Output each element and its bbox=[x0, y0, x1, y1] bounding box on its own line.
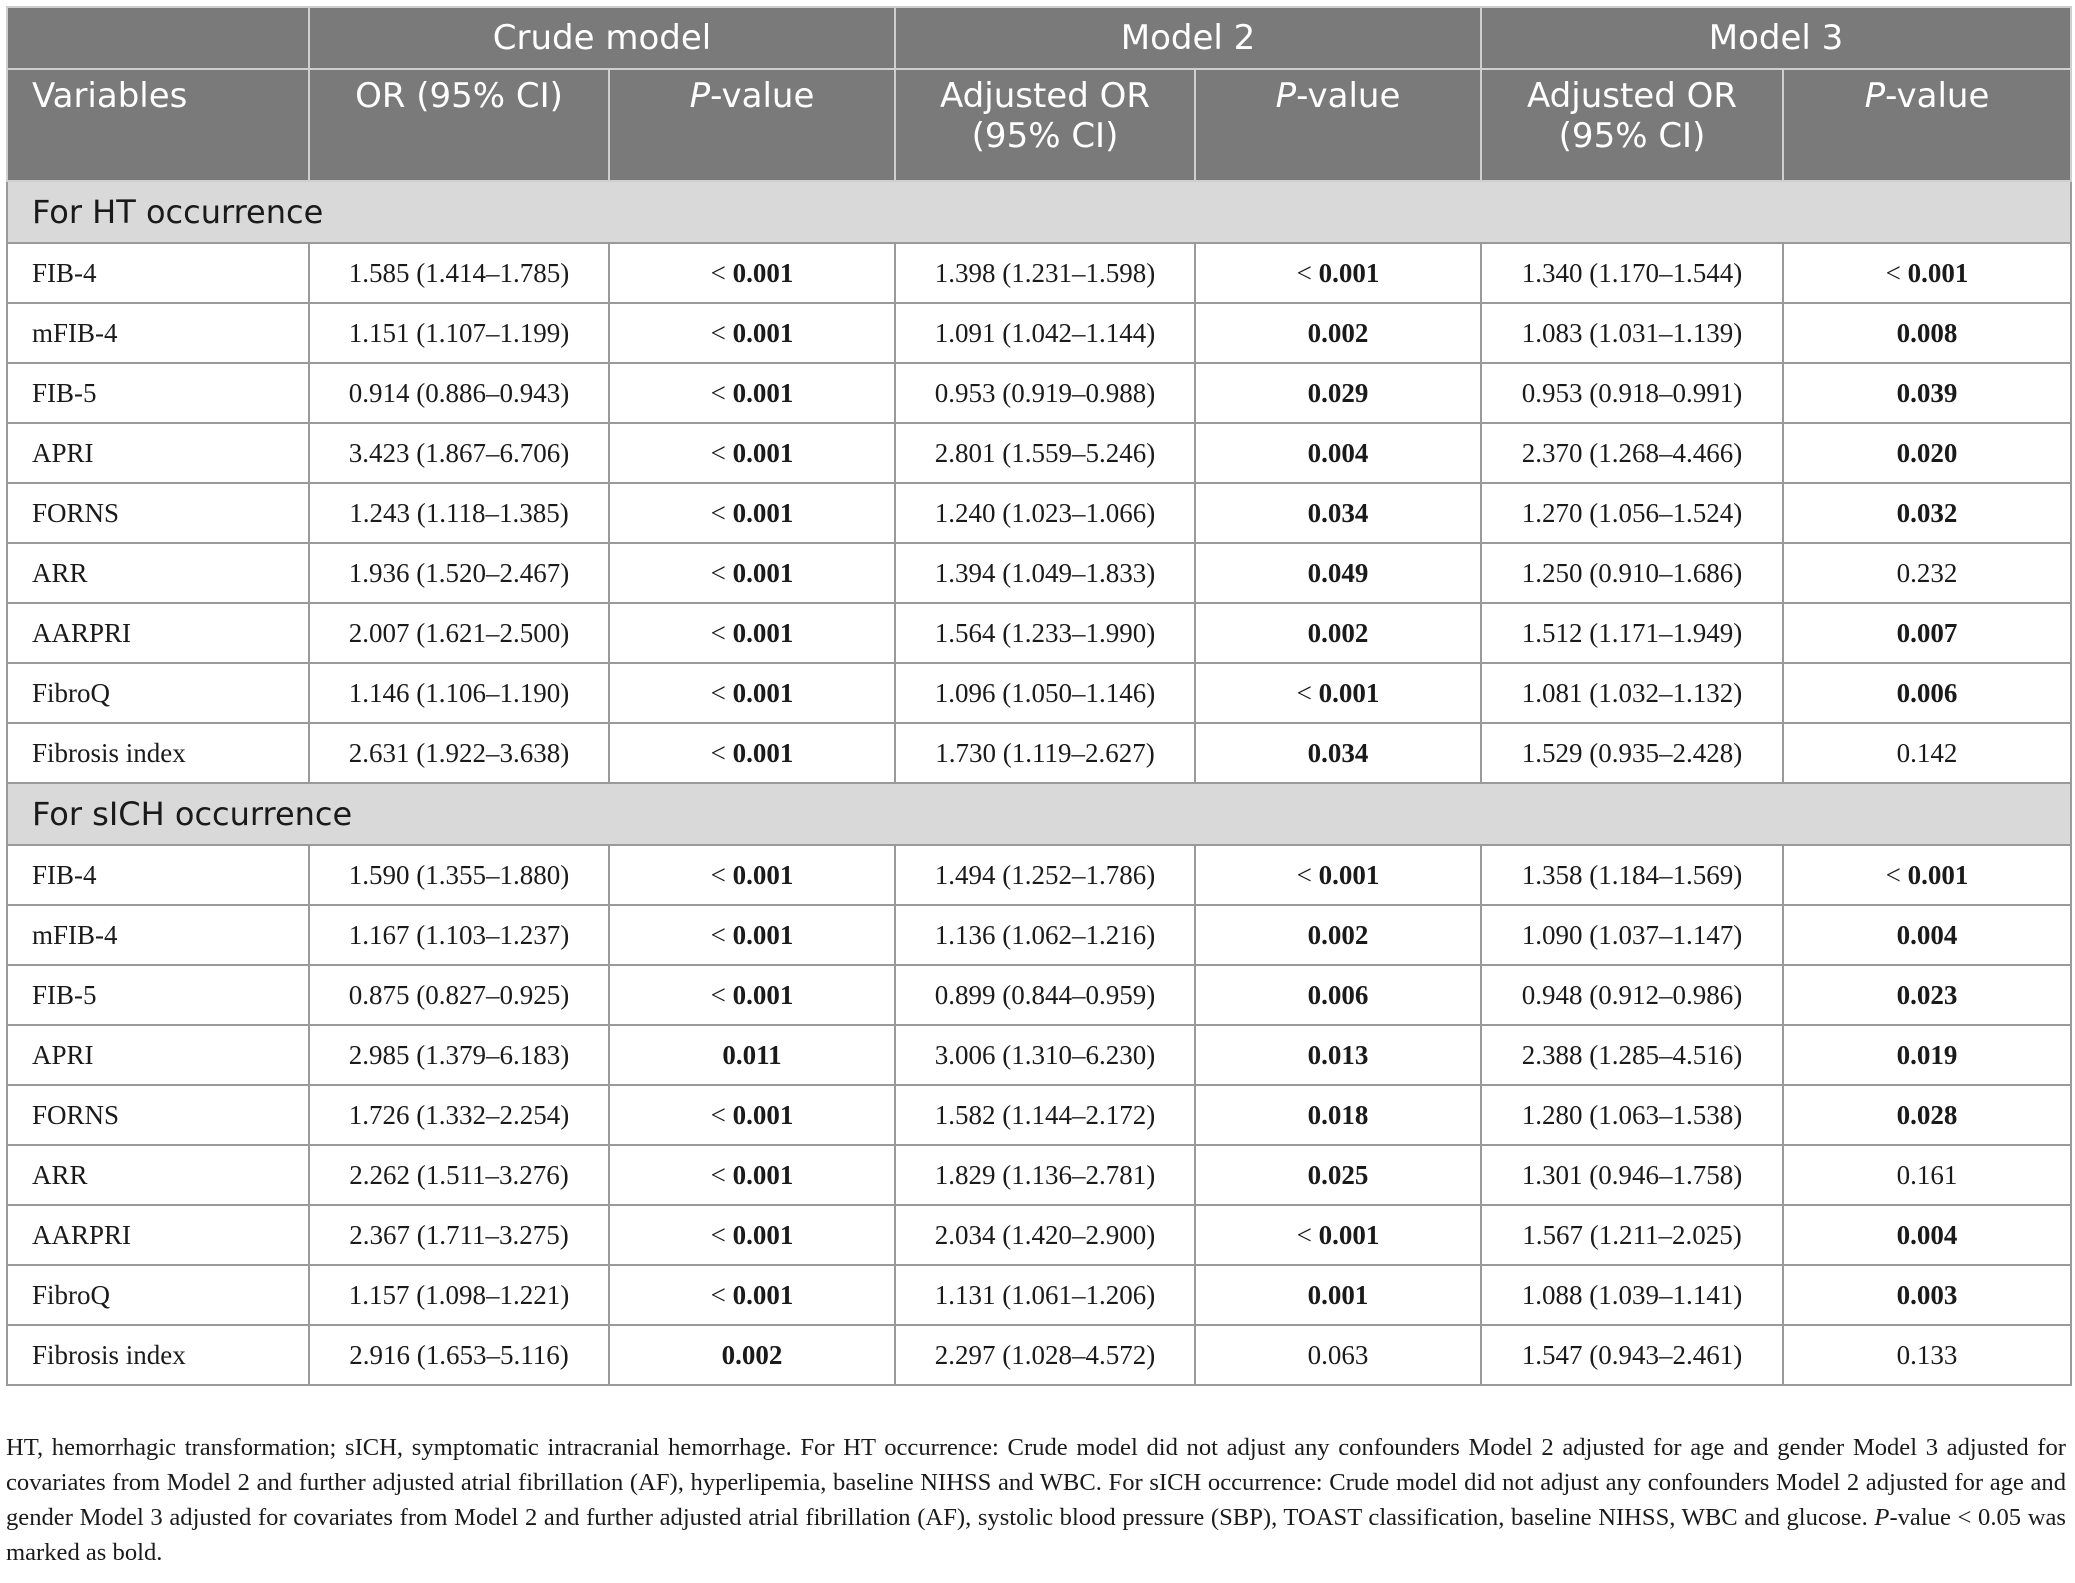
crude-p-value bbox=[609, 1145, 895, 1205]
crude-or-ci: 2.631 (1.922–3.638) bbox=[309, 723, 609, 783]
section-title: For HT occurrence bbox=[7, 181, 2071, 243]
p-value-bold: 0.020 bbox=[1896, 437, 1958, 468]
table-row bbox=[7, 1205, 2071, 1265]
p-value-bold: 0.029 bbox=[1307, 377, 1369, 408]
p-value-bold: 0.001 bbox=[1318, 1219, 1380, 1250]
model3-or-ci: 1.250 (0.910–1.686) bbox=[1481, 543, 1783, 603]
model3-or-ci: 1.280 (1.063–1.538) bbox=[1481, 1085, 1783, 1145]
crude-or-ci: 1.157 (1.098–1.221) bbox=[309, 1265, 609, 1325]
model3-p-value bbox=[1783, 483, 2071, 543]
crude-or-ci: 0.875 (0.827–0.925) bbox=[309, 965, 609, 1025]
model3-p-value bbox=[1783, 423, 2071, 483]
model3-or-ci: 1.340 (1.170–1.544) bbox=[1481, 243, 1783, 303]
crude-or-ci: 2.367 (1.711–3.275) bbox=[309, 1205, 609, 1265]
p-value-bold: 0.001 bbox=[1318, 677, 1380, 708]
p-value-bold: 0.006 bbox=[1307, 979, 1369, 1010]
model2-p-value bbox=[1195, 603, 1481, 663]
p-value-bold: 0.049 bbox=[1307, 557, 1369, 588]
less-than-sign: < bbox=[710, 377, 733, 408]
table-row bbox=[7, 363, 2071, 423]
p-value-bold: 0.001 bbox=[1907, 257, 1969, 288]
model2-p-value bbox=[1195, 243, 1481, 303]
model3-or-ci: 1.090 (1.037–1.147) bbox=[1481, 905, 1783, 965]
model2-or-ci: 1.494 (1.252–1.786) bbox=[895, 845, 1195, 905]
model3-p-value bbox=[1783, 363, 2071, 423]
crude-or-ci: 1.585 (1.414–1.785) bbox=[309, 243, 609, 303]
adj-line1: Adjusted OR bbox=[940, 76, 1150, 116]
model2-or-ci: 1.564 (1.233–1.990) bbox=[895, 603, 1195, 663]
header-variables: Variables bbox=[7, 69, 309, 181]
table-row bbox=[7, 1265, 2071, 1325]
model3-or-ci: 2.370 (1.268–4.466) bbox=[1481, 423, 1783, 483]
model3-p-value bbox=[1783, 1205, 2071, 1265]
p-value-bold: 0.002 bbox=[1307, 617, 1369, 648]
adj-line2: (95% CI) bbox=[971, 116, 1119, 156]
less-than-sign: < bbox=[710, 1159, 733, 1190]
p-value-bold: 0.011 bbox=[722, 1039, 782, 1070]
less-than-sign: < bbox=[1296, 859, 1319, 890]
less-than-sign: < bbox=[710, 257, 733, 288]
p-value-bold: 0.001 bbox=[732, 437, 794, 468]
crude-or-ci: 3.423 (1.867–6.706) bbox=[309, 423, 609, 483]
model2-or-ci: 2.034 (1.420–2.900) bbox=[895, 1205, 1195, 1265]
less-than-sign: < bbox=[1296, 257, 1319, 288]
crude-or-ci: 2.007 (1.621–2.500) bbox=[309, 603, 609, 663]
model2-p-value bbox=[1195, 663, 1481, 723]
table-row bbox=[7, 663, 2071, 723]
model3-p-value bbox=[1783, 663, 2071, 723]
variable-name: AARPRI bbox=[7, 603, 309, 663]
p-value-bold: 0.001 bbox=[732, 617, 794, 648]
model3-or-ci: 1.270 (1.056–1.524) bbox=[1481, 483, 1783, 543]
p-value-bold: 0.034 bbox=[1307, 737, 1369, 768]
model3-p-value bbox=[1783, 303, 2071, 363]
less-than-sign: < bbox=[710, 1099, 733, 1130]
variable-name: APRI bbox=[7, 1025, 309, 1085]
model2-or-ci: 2.801 (1.559–5.246) bbox=[895, 423, 1195, 483]
model3-p-value bbox=[1783, 243, 2071, 303]
less-than-sign: < bbox=[710, 859, 733, 890]
variable-name: ARR bbox=[7, 543, 309, 603]
p-value-bold: 0.018 bbox=[1307, 1099, 1369, 1130]
adj-line1: Adjusted OR bbox=[1527, 76, 1737, 116]
less-than-sign: < bbox=[710, 677, 733, 708]
model3-or-ci: 1.529 (0.935–2.428) bbox=[1481, 723, 1783, 783]
p-value-bold: 0.004 bbox=[1896, 919, 1958, 950]
table-row bbox=[7, 1145, 2071, 1205]
header-crude-p-value bbox=[609, 69, 895, 181]
p-letter: P bbox=[1275, 76, 1297, 116]
p-value-bold: 0.001 bbox=[732, 257, 794, 288]
header-model-3: Model 3 bbox=[1481, 7, 2071, 69]
p-value-bold: 0.019 bbox=[1896, 1039, 1958, 1070]
model2-p-value bbox=[1195, 363, 1481, 423]
model3-p-value bbox=[1783, 603, 2071, 663]
model2-or-ci: 1.730 (1.119–2.627) bbox=[895, 723, 1195, 783]
p-value-bold: 0.001 bbox=[732, 557, 794, 588]
model3-or-ci: 0.953 (0.918–0.991) bbox=[1481, 363, 1783, 423]
table-row bbox=[7, 965, 2071, 1025]
variable-name: APRI bbox=[7, 423, 309, 483]
p-value-bold: 0.006 bbox=[1896, 677, 1958, 708]
model2-or-ci: 1.096 (1.050–1.146) bbox=[895, 663, 1195, 723]
p-value-bold: 0.001 bbox=[732, 377, 794, 408]
model2-or-ci: 1.829 (1.136–2.781) bbox=[895, 1145, 1195, 1205]
crude-or-ci: 1.590 (1.355–1.880) bbox=[309, 845, 609, 905]
model2-or-ci: 1.398 (1.231–1.598) bbox=[895, 243, 1195, 303]
model2-p-value bbox=[1195, 1025, 1481, 1085]
model3-or-ci: 1.083 (1.031–1.139) bbox=[1481, 303, 1783, 363]
crude-p-value bbox=[609, 603, 895, 663]
model2-p-value bbox=[1195, 423, 1481, 483]
model3-or-ci: 0.948 (0.912–0.986) bbox=[1481, 965, 1783, 1025]
variable-name: FIB-5 bbox=[7, 965, 309, 1025]
less-than-sign: < bbox=[710, 497, 733, 528]
table-row bbox=[7, 483, 2071, 543]
crude-p-value bbox=[609, 483, 895, 543]
header-model2-p-value bbox=[1195, 69, 1481, 181]
table-row bbox=[7, 1325, 2071, 1385]
model3-p-value: 0.133 bbox=[1783, 1325, 2071, 1385]
crude-p-value bbox=[609, 423, 895, 483]
model3-or-ci: 1.547 (0.943–2.461) bbox=[1481, 1325, 1783, 1385]
p-value-bold: 0.007 bbox=[1896, 617, 1958, 648]
section-header-row bbox=[7, 783, 2071, 845]
model2-or-ci: 1.131 (1.061–1.206) bbox=[895, 1265, 1195, 1325]
model2-p-value bbox=[1195, 1145, 1481, 1205]
p-value-bold: 0.001 bbox=[732, 919, 794, 950]
model2-or-ci: 1.091 (1.042–1.144) bbox=[895, 303, 1195, 363]
table-row bbox=[7, 905, 2071, 965]
header-row-columns bbox=[7, 69, 2071, 181]
section-header-row bbox=[7, 181, 2071, 243]
table-row bbox=[7, 543, 2071, 603]
crude-p-value bbox=[609, 1325, 895, 1385]
p-value-bold: 0.004 bbox=[1896, 1219, 1958, 1250]
crude-or-ci: 1.936 (1.520–2.467) bbox=[309, 543, 609, 603]
header-row-models bbox=[7, 7, 2071, 69]
p-value-bold: 0.001 bbox=[732, 1159, 794, 1190]
model2-or-ci: 0.899 (0.844–0.959) bbox=[895, 965, 1195, 1025]
p-value-bold: 0.002 bbox=[721, 1339, 783, 1370]
model3-or-ci: 1.358 (1.184–1.569) bbox=[1481, 845, 1783, 905]
table-row bbox=[7, 243, 2071, 303]
p-value-bold: 0.039 bbox=[1896, 377, 1958, 408]
less-than-sign: < bbox=[710, 737, 733, 768]
variable-name: AARPRI bbox=[7, 1205, 309, 1265]
model2-or-ci: 2.297 (1.028–4.572) bbox=[895, 1325, 1195, 1385]
model2-or-ci: 0.953 (0.919–0.988) bbox=[895, 363, 1195, 423]
less-than-sign: < bbox=[1885, 257, 1908, 288]
p-value-bold: 0.023 bbox=[1896, 979, 1958, 1010]
p-value-bold: 0.003 bbox=[1896, 1279, 1958, 1310]
model3-or-ci: 1.512 (1.171–1.949) bbox=[1481, 603, 1783, 663]
variable-name: FIB-4 bbox=[7, 845, 309, 905]
model3-p-value bbox=[1783, 1085, 2071, 1145]
results-table-container bbox=[6, 6, 2070, 1386]
p-value-bold: 0.001 bbox=[732, 1279, 794, 1310]
p-value-bold: 0.001 bbox=[1318, 257, 1380, 288]
p-value-bold: 0.002 bbox=[1307, 317, 1369, 348]
table-row bbox=[7, 723, 2071, 783]
p-value-bold: 0.001 bbox=[732, 317, 794, 348]
footnote-main: HT, hemorrhagic transformation; sICH, symptomatic intracranial hemorrhage. For HT occurrence: Crude model did not adjust any confounders Model 2 adjusted for age and gender Model 3 adjusted for covariates from Model 2 and further adjusted atrial fibrillation (AF), hyperlipemia, baseline NIHSS and WBC. For sICH occurrence: Crude model did not adjust any confounders Model 2 adjusted for age and gender Model 3 adjusted for covariates from Model 2 and further adjusted atrial fibrillation (AF), systolic blood pressure (SBP), TOAST classification, baseline NIHSS, WBC and glucose. bbox=[6, 1434, 2066, 1531]
p-letter: P bbox=[689, 76, 711, 116]
less-than-sign: < bbox=[710, 557, 733, 588]
variable-name: ARR bbox=[7, 1145, 309, 1205]
table-row bbox=[7, 603, 2071, 663]
crude-p-value bbox=[609, 723, 895, 783]
variable-name: FIB-5 bbox=[7, 363, 309, 423]
model2-or-ci: 1.240 (1.023–1.066) bbox=[895, 483, 1195, 543]
crude-p-value bbox=[609, 243, 895, 303]
p-value-bold: 0.001 bbox=[1318, 859, 1380, 890]
header-model3-adjusted-or bbox=[1481, 69, 1783, 181]
model2-or-ci: 1.394 (1.049–1.833) bbox=[895, 543, 1195, 603]
crude-or-ci: 1.243 (1.118–1.385) bbox=[309, 483, 609, 543]
variable-name: mFIB-4 bbox=[7, 303, 309, 363]
model3-p-value bbox=[1783, 1265, 2071, 1325]
crude-p-value bbox=[609, 845, 895, 905]
model3-p-value bbox=[1783, 965, 2071, 1025]
p-value-bold: 0.002 bbox=[1307, 919, 1369, 950]
header-crude-or-ci: OR (95% CI) bbox=[309, 69, 609, 181]
crude-p-value bbox=[609, 905, 895, 965]
crude-p-value bbox=[609, 663, 895, 723]
footnote-tail: -value < 0.05 was marked as bold. bbox=[6, 1504, 2066, 1566]
less-than-sign: < bbox=[710, 979, 733, 1010]
p-value-bold: 0.001 bbox=[1907, 859, 1969, 890]
p-value-bold: 0.025 bbox=[1307, 1159, 1369, 1190]
p-value-bold: 0.034 bbox=[1307, 497, 1369, 528]
crude-or-ci: 1.146 (1.106–1.190) bbox=[309, 663, 609, 723]
p-value-bold: 0.001 bbox=[732, 1099, 794, 1130]
table-row bbox=[7, 423, 2071, 483]
model3-or-ci: 2.388 (1.285–4.516) bbox=[1481, 1025, 1783, 1085]
variable-name: FibroQ bbox=[7, 663, 309, 723]
model2-p-value bbox=[1195, 483, 1481, 543]
header-model-2: Model 2 bbox=[895, 7, 1481, 69]
p-value-bold: 0.001 bbox=[732, 677, 794, 708]
crude-or-ci: 1.726 (1.332–2.254) bbox=[309, 1085, 609, 1145]
less-than-sign: < bbox=[710, 1279, 733, 1310]
crude-p-value bbox=[609, 363, 895, 423]
less-than-sign: < bbox=[710, 437, 733, 468]
table-row bbox=[7, 1025, 2071, 1085]
results-table bbox=[6, 6, 2072, 1386]
p-value-bold: 0.001 bbox=[732, 497, 794, 528]
p-value-bold: 0.001 bbox=[732, 859, 794, 890]
table-footnote bbox=[6, 1430, 2066, 1570]
model2-p-value bbox=[1195, 723, 1481, 783]
model2-p-value bbox=[1195, 303, 1481, 363]
crude-or-ci: 2.985 (1.379–6.183) bbox=[309, 1025, 609, 1085]
model3-p-value: 0.232 bbox=[1783, 543, 2071, 603]
crude-or-ci: 1.167 (1.103–1.237) bbox=[309, 905, 609, 965]
model3-p-value bbox=[1783, 1025, 2071, 1085]
model3-or-ci: 1.081 (1.032–1.132) bbox=[1481, 663, 1783, 723]
model2-p-value bbox=[1195, 1085, 1481, 1145]
model2-p-value bbox=[1195, 1205, 1481, 1265]
model3-p-value bbox=[1783, 845, 2071, 905]
p-value-bold: 0.028 bbox=[1896, 1099, 1958, 1130]
crude-p-value bbox=[609, 965, 895, 1025]
crude-or-ci: 2.262 (1.511–3.276) bbox=[309, 1145, 609, 1205]
model3-p-value: 0.142 bbox=[1783, 723, 2071, 783]
variable-name: FORNS bbox=[7, 1085, 309, 1145]
table-row bbox=[7, 1085, 2071, 1145]
less-than-sign: < bbox=[710, 617, 733, 648]
section-title: For sICH occurrence bbox=[7, 783, 2071, 845]
p-suffix: -value bbox=[1296, 76, 1401, 116]
variable-name: Fibrosis index bbox=[7, 723, 309, 783]
header-model3-p-value bbox=[1783, 69, 2071, 181]
footnote-p-letter: P bbox=[1874, 1504, 1890, 1531]
crude-p-value bbox=[609, 543, 895, 603]
model2-p-value bbox=[1195, 1265, 1481, 1325]
crude-p-value bbox=[609, 1085, 895, 1145]
model3-or-ci: 1.301 (0.946–1.758) bbox=[1481, 1145, 1783, 1205]
header-blank-cell bbox=[7, 7, 309, 69]
model2-p-value: 0.063 bbox=[1195, 1325, 1481, 1385]
p-value-bold: 0.032 bbox=[1896, 497, 1958, 528]
variable-name: Fibrosis index bbox=[7, 1325, 309, 1385]
p-value-bold: 0.001 bbox=[1307, 1279, 1369, 1310]
less-than-sign: < bbox=[710, 919, 733, 950]
model2-p-value bbox=[1195, 965, 1481, 1025]
table-row bbox=[7, 303, 2071, 363]
crude-p-value bbox=[609, 1205, 895, 1265]
model2-or-ci: 1.136 (1.062–1.216) bbox=[895, 905, 1195, 965]
variable-name: FORNS bbox=[7, 483, 309, 543]
model3-or-ci: 1.088 (1.039–1.141) bbox=[1481, 1265, 1783, 1325]
p-value-bold: 0.001 bbox=[732, 979, 794, 1010]
p-letter: P bbox=[1864, 76, 1886, 116]
model3-p-value bbox=[1783, 905, 2071, 965]
crude-p-value bbox=[609, 1265, 895, 1325]
p-value-bold: 0.004 bbox=[1307, 437, 1369, 468]
p-value-bold: 0.013 bbox=[1307, 1039, 1369, 1070]
less-than-sign: < bbox=[710, 317, 733, 348]
model3-p-value: 0.161 bbox=[1783, 1145, 2071, 1205]
crude-or-ci: 2.916 (1.653–5.116) bbox=[309, 1325, 609, 1385]
header-model2-adjusted-or bbox=[895, 69, 1195, 181]
model2-or-ci: 1.582 (1.144–2.172) bbox=[895, 1085, 1195, 1145]
table-body bbox=[7, 181, 2071, 1385]
p-suffix: -value bbox=[1885, 76, 1990, 116]
model2-p-value bbox=[1195, 845, 1481, 905]
table-row bbox=[7, 845, 2071, 905]
less-than-sign: < bbox=[1296, 677, 1319, 708]
variable-name: FIB-4 bbox=[7, 243, 309, 303]
variable-name: mFIB-4 bbox=[7, 905, 309, 965]
less-than-sign: < bbox=[1885, 859, 1908, 890]
adj-line2: (95% CI) bbox=[1558, 116, 1706, 156]
crude-p-value bbox=[609, 303, 895, 363]
variable-name: FibroQ bbox=[7, 1265, 309, 1325]
header-crude-model: Crude model bbox=[309, 7, 895, 69]
p-value-bold: 0.001 bbox=[732, 737, 794, 768]
crude-or-ci: 0.914 (0.886–0.943) bbox=[309, 363, 609, 423]
crude-or-ci: 1.151 (1.107–1.199) bbox=[309, 303, 609, 363]
p-value-bold: 0.001 bbox=[732, 1219, 794, 1250]
crude-p-value bbox=[609, 1025, 895, 1085]
model2-or-ci: 3.006 (1.310–6.230) bbox=[895, 1025, 1195, 1085]
p-suffix: -value bbox=[710, 76, 815, 116]
p-value-bold: 0.008 bbox=[1896, 317, 1958, 348]
model3-or-ci: 1.567 (1.211–2.025) bbox=[1481, 1205, 1783, 1265]
model2-p-value bbox=[1195, 905, 1481, 965]
less-than-sign: < bbox=[710, 1219, 733, 1250]
model2-p-value bbox=[1195, 543, 1481, 603]
less-than-sign: < bbox=[1296, 1219, 1319, 1250]
